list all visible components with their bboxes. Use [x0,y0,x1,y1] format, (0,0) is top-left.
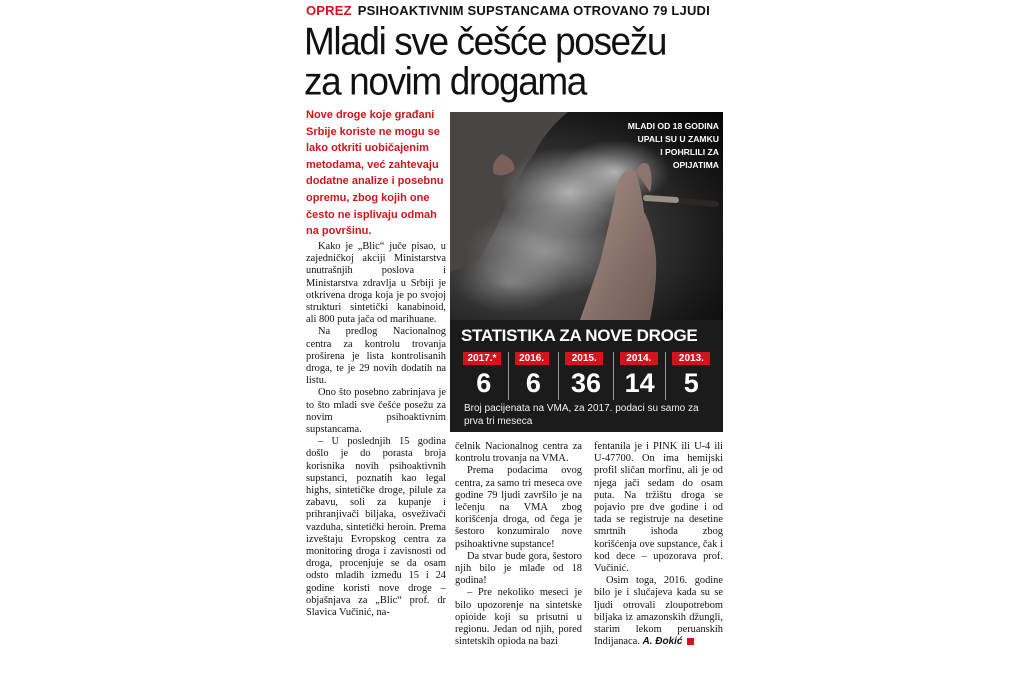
statistics-title: STATISTIKA ZA NOVE DROGE [461,326,698,345]
byline: A. Đokić [642,636,683,648]
body-column-3 [594,441,723,648]
end-mark-icon [687,638,694,645]
year-count: 36 [571,368,602,398]
year-column [460,352,508,400]
headline-line-1: Mladi sve češće posežu [304,19,666,63]
year-count: 6 [525,368,541,398]
paragraph: Da stvar bude gora, šestoro njih bilo je mlađe od 18 godina! [455,550,582,587]
paragraph-continued: čelnik Nacionalnog centra za kontrolu trovanja na VMA. [455,441,582,465]
year-count: 5 [683,368,699,398]
year-badge: 2014. [620,352,658,365]
paragraph-continued: fentanila je i PINK ili U-4 ili U-47700. On ima hemijski profil sličan morfinu, ali je od njega jači sedam do osam puta. Na tržištu droga se pojavio pre dve godine i od tada se registruje na desetine smrtnih ishoda zbog korišćenja ove supstance, čak i kod dece – upozorava prof. Vučinić. [594,441,723,575]
year-count: 14 [624,368,655,398]
year-column [613,352,666,400]
paragraph: – Pre nekoliko meseci je bilo upozorenje na sintetske opioide koji su prisutni u regionu. Jedan od njih, pored sintetskih opioda na bazi [455,587,582,648]
year-badge: 2016. [515,352,549,365]
paragraph: Na predlog Nacionalnog centra za kontrolu trovanja proširena je lista kontrolisanih droga, te je 29 novih dodatih na listu. [306,326,446,387]
paragraph: Kako je „Blic“ juče pisao, u zajedničkoj akciji Ministarstva unutrašnjih poslova i Ministarstva zdravlja u Srbiji je otkrivena droga koja je po svojoj strukturi sintetički kanabinoid, ali 800 puta jača od marihuane. [306,241,446,326]
paragraph-final [594,575,723,648]
article-photo [450,112,723,320]
newspaper-article [300,0,725,678]
headline-line-2: za novim drogama [304,59,586,103]
paragraph: Ono što posebno zabrinjava je to što mladi sve češće posežu za novim psihoaktivnim supstancama. [306,387,446,436]
year-badge: 2017.* [463,352,501,365]
year-column [665,352,716,400]
year-count: 6 [476,368,492,398]
body-column-2 [455,441,582,648]
statistics-years [460,352,716,400]
year-badge: 2013. [672,352,710,365]
headline [304,19,724,103]
kicker-text: PSIHOAKTIVNIM SUPSTANCAMA OTROVANO 79 LJUDI [357,3,710,18]
photo-caption: MLADI OD 18 GODINA UPALI SU U ZAMKU I POHRLILI ZA OPIJATIMA [627,121,719,170]
kicker [306,3,710,18]
year-column [558,352,613,400]
year-column [508,352,559,400]
statistics-note: Broj pacijenata na VMA, za 2017. podaci su samo za prva tri meseca [464,403,699,427]
body-column-1 [306,241,446,619]
paragraph-text: Osim toga, 2016. godine bilo je i slučajeva kada su se ljudi otrovali zloupotrebom biljaka iz amazonskih džungli, starim lekom peruanskih Indijanaca. [594,575,723,648]
paragraph: – U poslednjih 15 godina došlo je do porasta broja korisnika novih psihoaktivnih supstanci, poznatih kao legal highs, sintetičke droge, pilule za zabavu, soli za kupanje i prihranjivači biljaka, osveživači vazduha, sintetički heroin. Prema izveštaju Evropskog centra za monitoring droga i zavisnosti od droga, procenjuje se da osam odsto mladih između 15 i 24 godine koristi nove droge – objašnjava za „Blic“ prof. dr Slavica Vučinić, na- [306,436,446,619]
paragraph: Prema podacima ovog centra, za samo tri meseca ove godine 79 ljudi završilo je na lečenju na VMA zbog korišćenja droga, od čega je šestoro konzumiralo nove psihoaktivne supstance! [455,465,582,550]
lead-paragraph: Nove droge koje građani Srbije koriste ne mogu se lako otkriti uobičajenim metodama, već zahtevaju dodatne analize i posebnu opremu, zbog kojih one često ne isplivaju odmah na površinu. [306,109,444,238]
kicker-tag: OPREZ [306,3,352,18]
year-badge: 2015. [565,352,603,365]
statistics-box [450,320,723,432]
